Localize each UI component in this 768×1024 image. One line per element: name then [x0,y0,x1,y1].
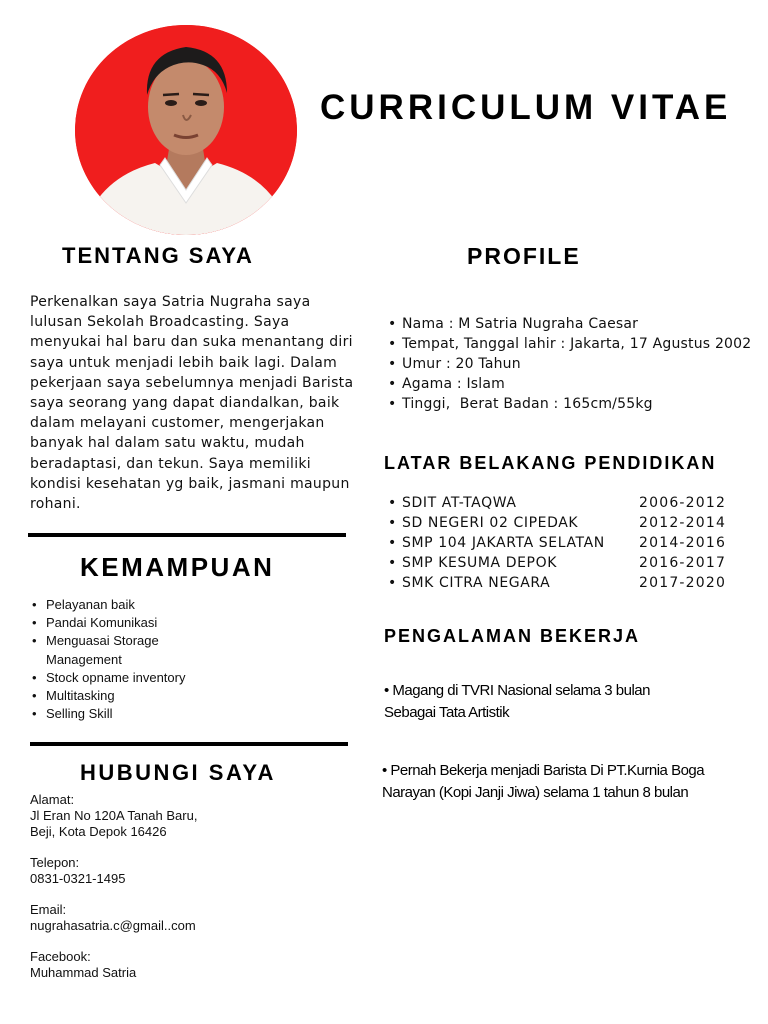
facebook-label: Facebook: [30,949,91,964]
contact-facebook [30,949,330,981]
profile-item: • Nama : M Satria Nugraha Caesar [386,314,761,334]
school-name: • SDIT AT-TAQWA [402,495,517,511]
section-divider [30,742,348,746]
work-item: • Pernah Bekerja menjadi Barista Di PT.Kurnia Boga Narayan (Kopi Janji Jiwa) selama 1 tahun 8 bulan [382,762,705,801]
school-name: • SMP 104 JAKARTA SELATAN [402,535,605,551]
skill-item: • Pelayanan baik [30,596,230,614]
phone-label: Telepon: [30,855,80,870]
skill-item: • Stock opname inventory [30,669,230,687]
education-item [386,533,736,553]
education-item [386,513,736,533]
skills-list [30,596,230,723]
profile-list [386,314,761,414]
education-item [386,553,736,573]
skill-item: • Menguasai Storage Management [30,632,186,668]
school-name: • SMP KESUMA DEPOK [402,555,557,571]
email-label: Email: [30,902,67,917]
education-item [386,493,736,513]
profile-heading: PROFILE [467,243,581,269]
work-item: • Magang di TVRI Nasional selama 3 bulan Sebagai Tata Artistik [384,682,650,721]
about-text: Perkenalkan saya Satria Nugraha saya lulusan Sekolah Broadcasting. Saya menyukai hal baru dan suka menantang diri saya untuk menjadi lebih baik lagi. Dalam pekerjaan saya sebelumnya menjadi Barista saya seorang yang dapat diandalkan, baik dalam melayani customer, mengerjakan banyak hal dalam satu waktu, mudah beradaptasi, dan tekun. Saya memiliki kondisi kesehatan yg baik, jasmani maupun rohani. [30,294,354,513]
facebook-value: Muhammad Satria [30,965,137,980]
section-divider [28,533,346,537]
profile-item: • Tinggi, Berat Badan : 165cm/55kg [386,394,761,414]
email-value: nugrahasatria.c@gmail..com [30,918,196,933]
address-line: Jl Eran No 120A Tanah Baru, [30,808,198,823]
phone-value: 0831-0321-1495 [30,871,126,886]
about-heading: TENTANG SAYA [62,243,254,268]
skills-heading: KEMAMPUAN [80,552,275,582]
school-name: • SMK CITRA NEGARA [402,575,551,591]
address-label: Alamat: [30,792,75,807]
education-list [386,493,736,593]
school-years: 2006-2012 [639,495,727,511]
education-item [386,573,736,593]
school-name: • SD NEGERI 02 CIPEDAK [402,515,579,531]
document-title: CURRICULUM VITAE [320,88,732,127]
profile-item: • Umur : 20 Tahun [386,354,761,374]
school-years: 2014-2016 [639,535,727,551]
contact-phone [30,855,330,887]
contact-email [30,902,330,934]
person-portrait-icon [75,25,297,235]
skill-item: • Multitasking [30,687,230,705]
profile-item: • Agama : Islam [386,374,761,394]
address-line: Beji, Kota Depok 16426 [30,824,167,839]
education-heading: LATAR BELAKANG PENDIDIKAN [384,453,717,473]
profile-item: • Tempat, Tanggal lahir : Jakarta, 17 Agustus 2002 [386,334,761,354]
work-heading: PENGALAMAN BEKERJA [384,626,641,646]
contact-info [30,792,330,996]
school-years: 2017-2020 [639,575,727,591]
school-years: 2012-2014 [639,515,727,531]
profile-photo [75,25,297,235]
contact-heading: HUBUNGI SAYA [80,760,276,785]
contact-address [30,792,330,840]
school-years: 2016-2017 [639,555,727,571]
skill-item: • Selling Skill [30,705,230,723]
skill-item: • Pandai Komunikasi [30,614,230,632]
